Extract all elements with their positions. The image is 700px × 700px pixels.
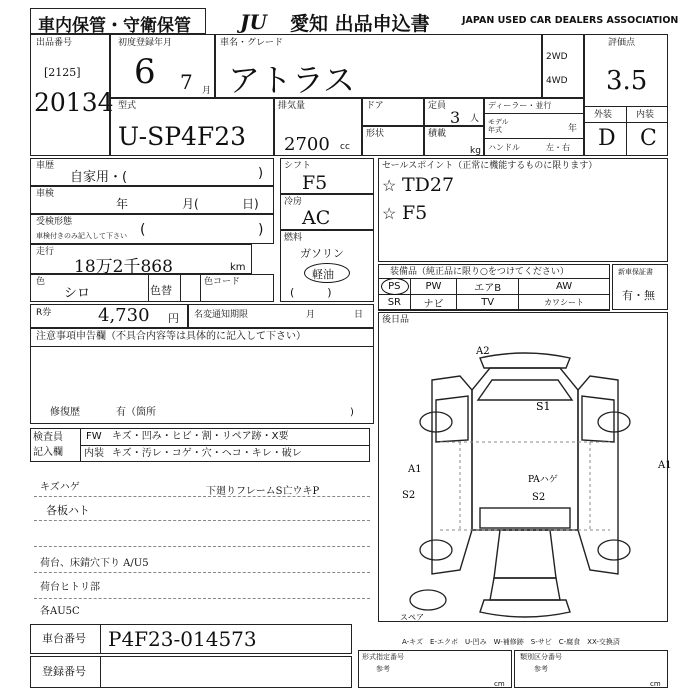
equipment-sr: SR <box>379 295 411 311</box>
storage-label: 車内保管・守衛保管 <box>38 16 191 36</box>
wheel-rear-left <box>420 540 452 560</box>
door-label: ドア <box>366 101 384 111</box>
car-name-label: 車名・グレード <box>220 38 284 48</box>
ju-logo <box>240 10 286 32</box>
shift-value: F5 <box>302 172 328 194</box>
chassis-label: 車台番号 <box>42 632 86 645</box>
sales-point-star-1: ☆ <box>382 176 397 195</box>
color-code-label: 色コード <box>204 277 241 287</box>
warranty-label: 新車保証書 <box>618 268 653 276</box>
shift-label: シフト <box>284 161 312 171</box>
note-line-5: 荷台ヒトリ部 <box>40 582 100 593</box>
name-change-day: 日 <box>354 310 364 320</box>
inspector-fw: FW <box>86 431 102 442</box>
recycle-value: 4,730 <box>98 305 150 326</box>
lot-label: 出品番号 <box>36 38 73 48</box>
registration-month-unit: 月 <box>202 86 212 96</box>
displacement-label: 排気量 <box>278 101 306 111</box>
mark-a2: A2 <box>476 346 490 357</box>
handle-value: 左・右 <box>546 143 570 152</box>
history-box <box>30 158 274 186</box>
drive-2wd: 2WD <box>546 52 568 62</box>
dims-left-label: 形式指定番号 <box>362 653 404 661</box>
fuel-label: 燃料 <box>284 233 303 243</box>
fuel-paren: ( ) <box>290 286 332 299</box>
repair-close: ) <box>350 407 354 418</box>
ju-logo-text: JU <box>240 10 267 34</box>
history-close: ) <box>258 166 264 181</box>
note-line-3: 下廻りフレームS亡ウキP <box>206 486 320 497</box>
mileage-label: 走行 <box>36 247 55 257</box>
score-label: 評価点 <box>608 38 636 48</box>
model-value: U-SP4F23 <box>118 122 247 151</box>
exterior-label: 外装 <box>594 110 613 120</box>
mark-a1-left: A1 <box>408 464 422 475</box>
plate-label: 登録番号 <box>42 665 86 678</box>
wheel-rear-right <box>598 540 630 560</box>
note-line-2: 各板ハト <box>46 504 90 517</box>
diesel-circle <box>304 263 350 283</box>
name-change-month: 月 <box>306 310 316 320</box>
sales-points-label: セールスポイント（正常に機能するものに限ります） <box>382 161 598 171</box>
inspection-label: 車検 <box>36 189 55 199</box>
drive-box <box>542 34 584 98</box>
inspection-month: 月( <box>182 197 199 211</box>
inspection-year: 年 <box>116 197 129 211</box>
recycle-label: R券 <box>36 308 52 318</box>
inspector-int-items: キズ・汚レ・コゲ・穴・ヘコ・キレ・破レ <box>112 448 302 459</box>
registration-month: 7 <box>180 70 193 94</box>
mark-s2-center: S2 <box>532 492 546 503</box>
form-title: 愛知 出品申込書 <box>290 13 430 35</box>
score-split <box>626 106 627 156</box>
car-diagram <box>380 330 672 622</box>
dims-left-sub: 参考 <box>376 665 390 673</box>
inspection-day: 日) <box>242 197 259 211</box>
registration-label: 初度登録年月 <box>118 38 173 48</box>
note-line-1: キズハゲ <box>40 482 80 493</box>
color-change-label: 色替 <box>150 284 172 297</box>
recycle-unit: 円 <box>168 312 179 325</box>
dims-left-unit: cm <box>494 680 505 688</box>
displacement-value: 2700 <box>284 134 330 155</box>
diagram-roof-outline <box>472 368 578 530</box>
history-label: 車歴 <box>36 161 55 171</box>
rear-seat-label: 後日品 <box>382 315 410 325</box>
mark-s2-left: S2 <box>402 490 416 501</box>
fuel-option-diesel: 軽油 <box>312 268 334 281</box>
ps-circle <box>381 278 409 295</box>
diagram-left-side <box>432 376 472 574</box>
reception-close: ) <box>258 222 264 238</box>
color-value: シロ <box>64 286 91 301</box>
model-year-label: モデル年式 <box>488 118 509 134</box>
capacity-value: 3 <box>450 108 461 127</box>
model-label: 型式 <box>118 101 137 111</box>
inspector-label-1: 検査員 <box>33 432 63 443</box>
reception-open: ( <box>140 222 146 238</box>
reception-note: 車検付きのみ記入して下さい <box>36 232 127 240</box>
repair-label: 修復歴 <box>50 407 80 418</box>
lot-bracket: [2125] <box>44 66 81 79</box>
damage-legend: A-キズ E-エクボ U-凹み W-補修跡 S-サビ C-腐食 XX-交換済 <box>402 638 620 646</box>
mileage-value: 18万2千868 <box>74 257 173 277</box>
diagram-rear-bumper <box>480 600 570 617</box>
mark-pa: PAハゲ <box>528 475 558 485</box>
sales-point-star-2: ☆ <box>382 204 397 223</box>
equipment-ps: PS <box>379 279 411 295</box>
mark-s1: S1 <box>536 400 551 413</box>
warranty-value: 有・無 <box>622 289 655 302</box>
lot-number: 20134 <box>34 88 114 117</box>
mileage-unit: km <box>230 262 246 273</box>
inspector-int: 内装 <box>84 448 104 459</box>
spare-label: スペア <box>400 613 424 622</box>
equipment-aw: AW <box>519 279 610 295</box>
note-line-4: 荷台、床錆穴下り A/U5 <box>40 558 149 569</box>
inspection-box <box>30 186 274 214</box>
load-label: 積載 <box>428 129 447 139</box>
dims-right-sub: 参考 <box>534 665 548 673</box>
score-value: 3.5 <box>606 66 648 96</box>
equipment-tv: TV <box>457 295 519 311</box>
notes-box <box>30 328 374 424</box>
handle-label: ハンドル <box>488 143 520 152</box>
equipment-leather: カワシート <box>519 295 610 311</box>
notes-label: 注意事項申告欄（不具合内容等は具体的に記入して下さい） <box>36 331 306 342</box>
exterior-grade: D <box>598 126 616 151</box>
dims-right-label: 類別区分番号 <box>520 653 562 661</box>
capacity-unit: 人 <box>470 114 480 124</box>
interior-grade: C <box>640 126 657 151</box>
ac-label: 冷房 <box>284 197 303 207</box>
car-name-value: アトラス <box>228 61 356 99</box>
dealer-label: ディーラー・並行 <box>488 101 552 110</box>
chassis-value: P4F23-014573 <box>108 627 257 651</box>
equipment-pw: PW <box>410 279 457 295</box>
history-value: 自家用・( <box>70 170 128 185</box>
diagram-right-side <box>578 376 618 574</box>
diagram-front-bumper <box>480 353 570 368</box>
form-subtitle: JAPAN USED CAR DEALERS ASSOCIATION <box>462 15 679 26</box>
reception-label: 受検形態 <box>36 217 73 227</box>
interior-label: 内装 <box>636 110 655 120</box>
color-label: 色 <box>36 277 46 287</box>
fuel-option-gasoline: ガソリン <box>300 247 344 260</box>
displacement-unit: cc <box>340 142 350 152</box>
sales-point-1: TD27 <box>402 174 455 196</box>
repair-value: 有（箇所 <box>116 407 156 418</box>
equipment-grid <box>378 278 610 311</box>
drive-4wd: 4WD <box>546 76 568 86</box>
dims-right-unit: cm <box>650 680 661 688</box>
equipment-label: 装備品（純正品に限り○をつけてください） <box>390 267 569 277</box>
note-line-6: 各AU5C <box>40 606 80 617</box>
equipment-navi: ナビ <box>410 295 457 311</box>
name-change-label: 名変通知期限 <box>194 310 249 320</box>
shape-label: 形状 <box>366 129 385 139</box>
inspector-label-2: 記入欄 <box>33 447 63 458</box>
sales-point-2: F5 <box>402 202 428 224</box>
ac-value: AC <box>302 207 331 229</box>
mark-a1-right: A1 <box>658 460 672 471</box>
load-unit: kg <box>470 146 481 156</box>
capacity-label: 定員 <box>428 101 447 111</box>
wheel-spare <box>410 590 446 610</box>
registration-year: 6 <box>134 52 156 92</box>
inspector-fw-items: キズ・凹み・ヒビ・割・リペア跡・X要 <box>112 431 289 442</box>
equipment-airbag: エアB <box>457 279 519 295</box>
model-year-unit: 年 <box>568 124 578 134</box>
